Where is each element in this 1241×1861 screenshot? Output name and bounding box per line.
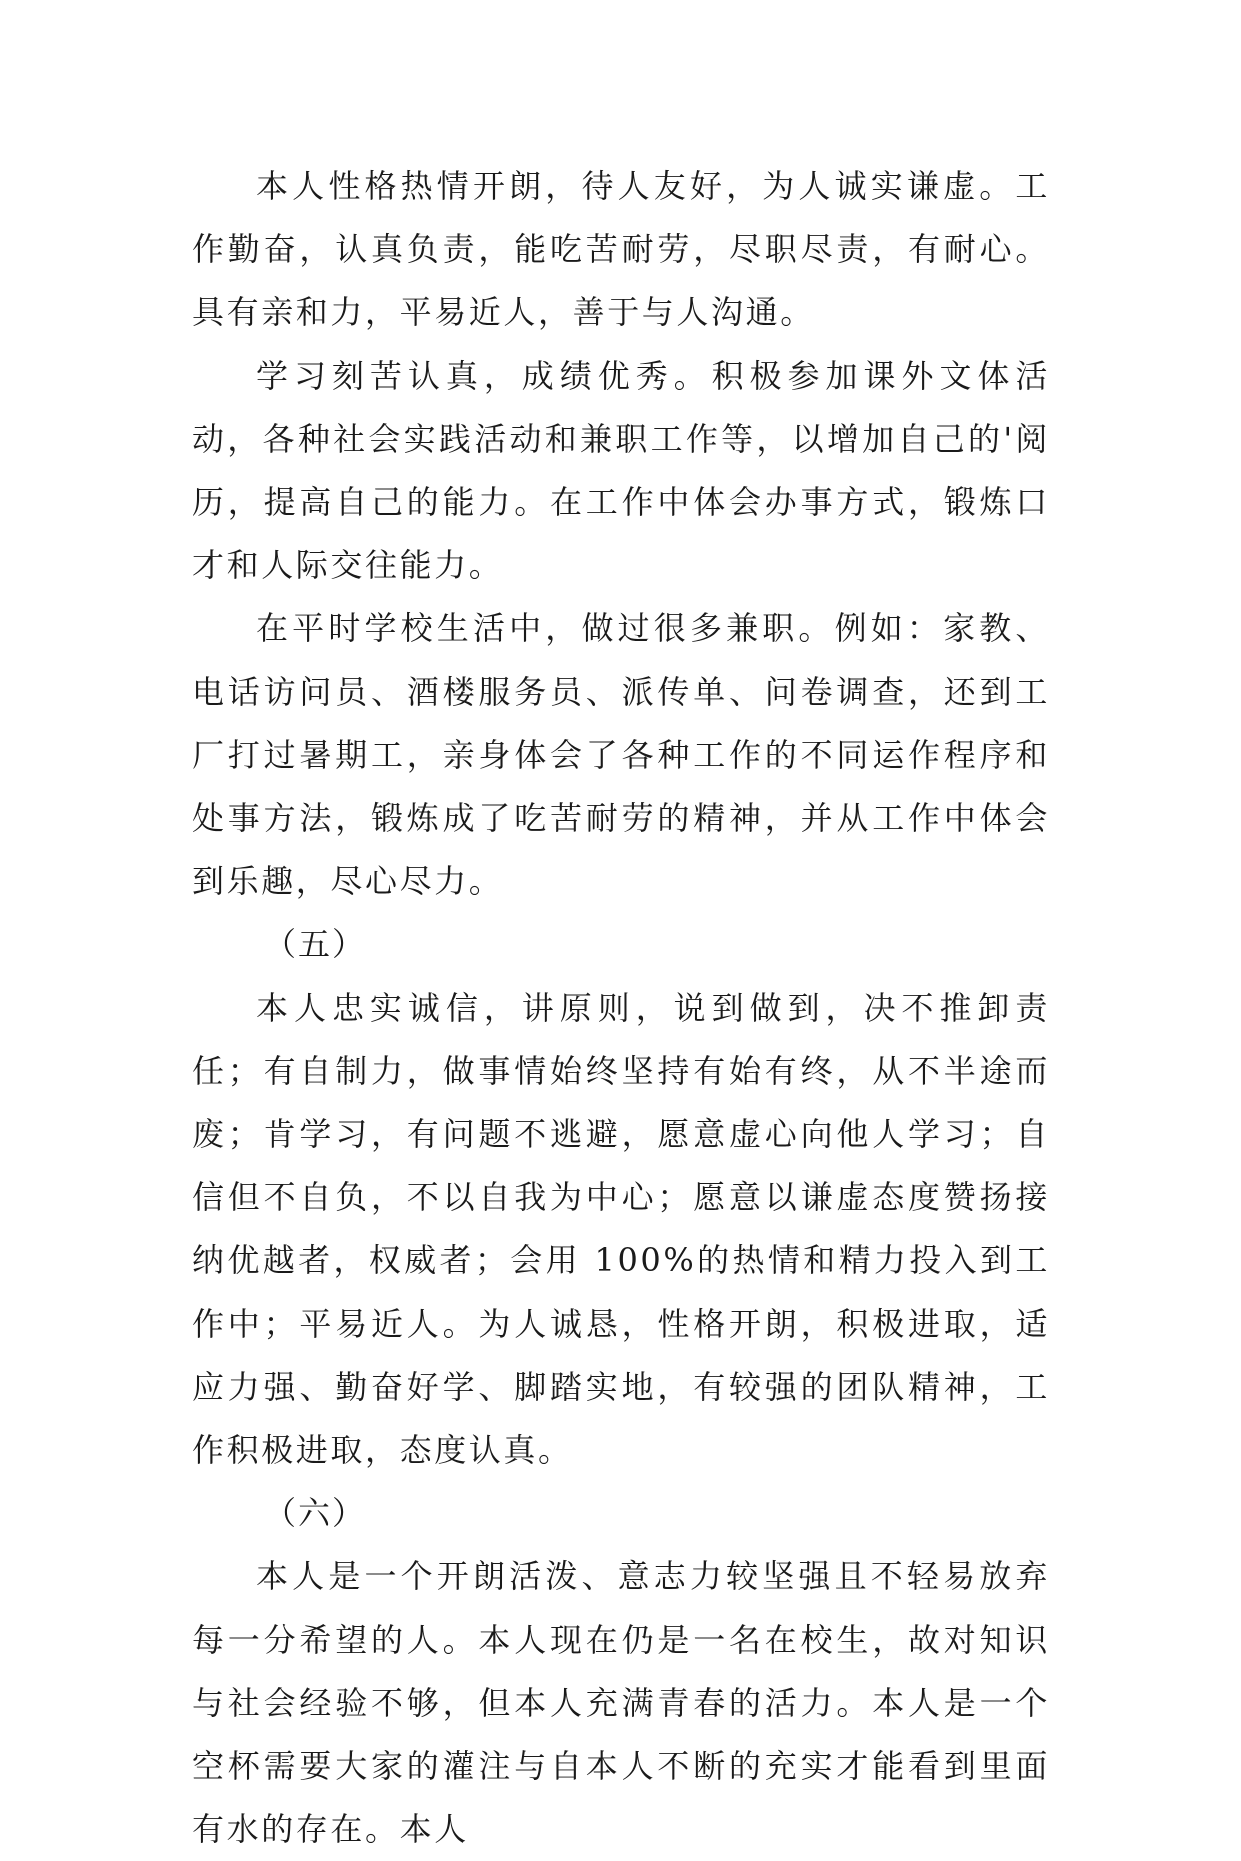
paragraph-personality: 本人性格热情开朗，待人友好，为人诚实谦虚。工作勤奋，认真负责，能吃苦耐劳，尽职尽责，有耐心。具有亲和力，平易近人，善于与人沟通。 xyxy=(192,167,1050,332)
paragraph-section-six: 本人是一个开朗活泼、意志力较坚强且不轻易放弃每一分希望的人。本人现在仍是一名在校生，故对知识与社会经验不够，但本人充满青春的活力。本人是一个空杯需要大家的灌注与自本人不断的充实才能看到里面有水的存在。本人 xyxy=(192,1557,1050,1849)
paragraph-study: 学习刻苦认真，成绩优秀。积极参加课外文体活动，各种社会实践活动和兼职工作等，以增加自己的'阅历，提高自己的能力。在工作中体会办事方式，锻炼口才和人际交往能力。 xyxy=(192,356,1050,585)
document-body xyxy=(192,155,1050,1861)
paragraph-section-five: 本人忠实诚信，讲原则，说到做到，决不推卸责任；有自制力，做事情始终坚持有始有终，从不半途而废；肯学习，有问题不逃避，愿意虚心向他人学习；自信但不自负，不以自我为中心；愿意以谦虚态度赞扬接纳优越者，权威者；会用 100%的热情和精力投入到工作中；平易近人。为人诚恳，性格开朗，积极进取，适应力强、勤奋好学、脚踏实地，有较强的团队精神，工作积极进取，态度认真。 xyxy=(192,988,1050,1470)
section-five-heading: （五） xyxy=(264,925,367,964)
section-six-heading: （六） xyxy=(264,1494,367,1533)
paragraph-part-time: 在平时学校生活中，做过很多兼职。例如：家教、电话访问员、酒楼服务员、派传单、问卷调查，还到工厂打过暑期工，亲身体会了各种工作的不同运作程序和处事方法，锻炼成了吃苦耐劳的精神，并从工作中体会到乐趣，尽心尽力。 xyxy=(192,609,1050,901)
